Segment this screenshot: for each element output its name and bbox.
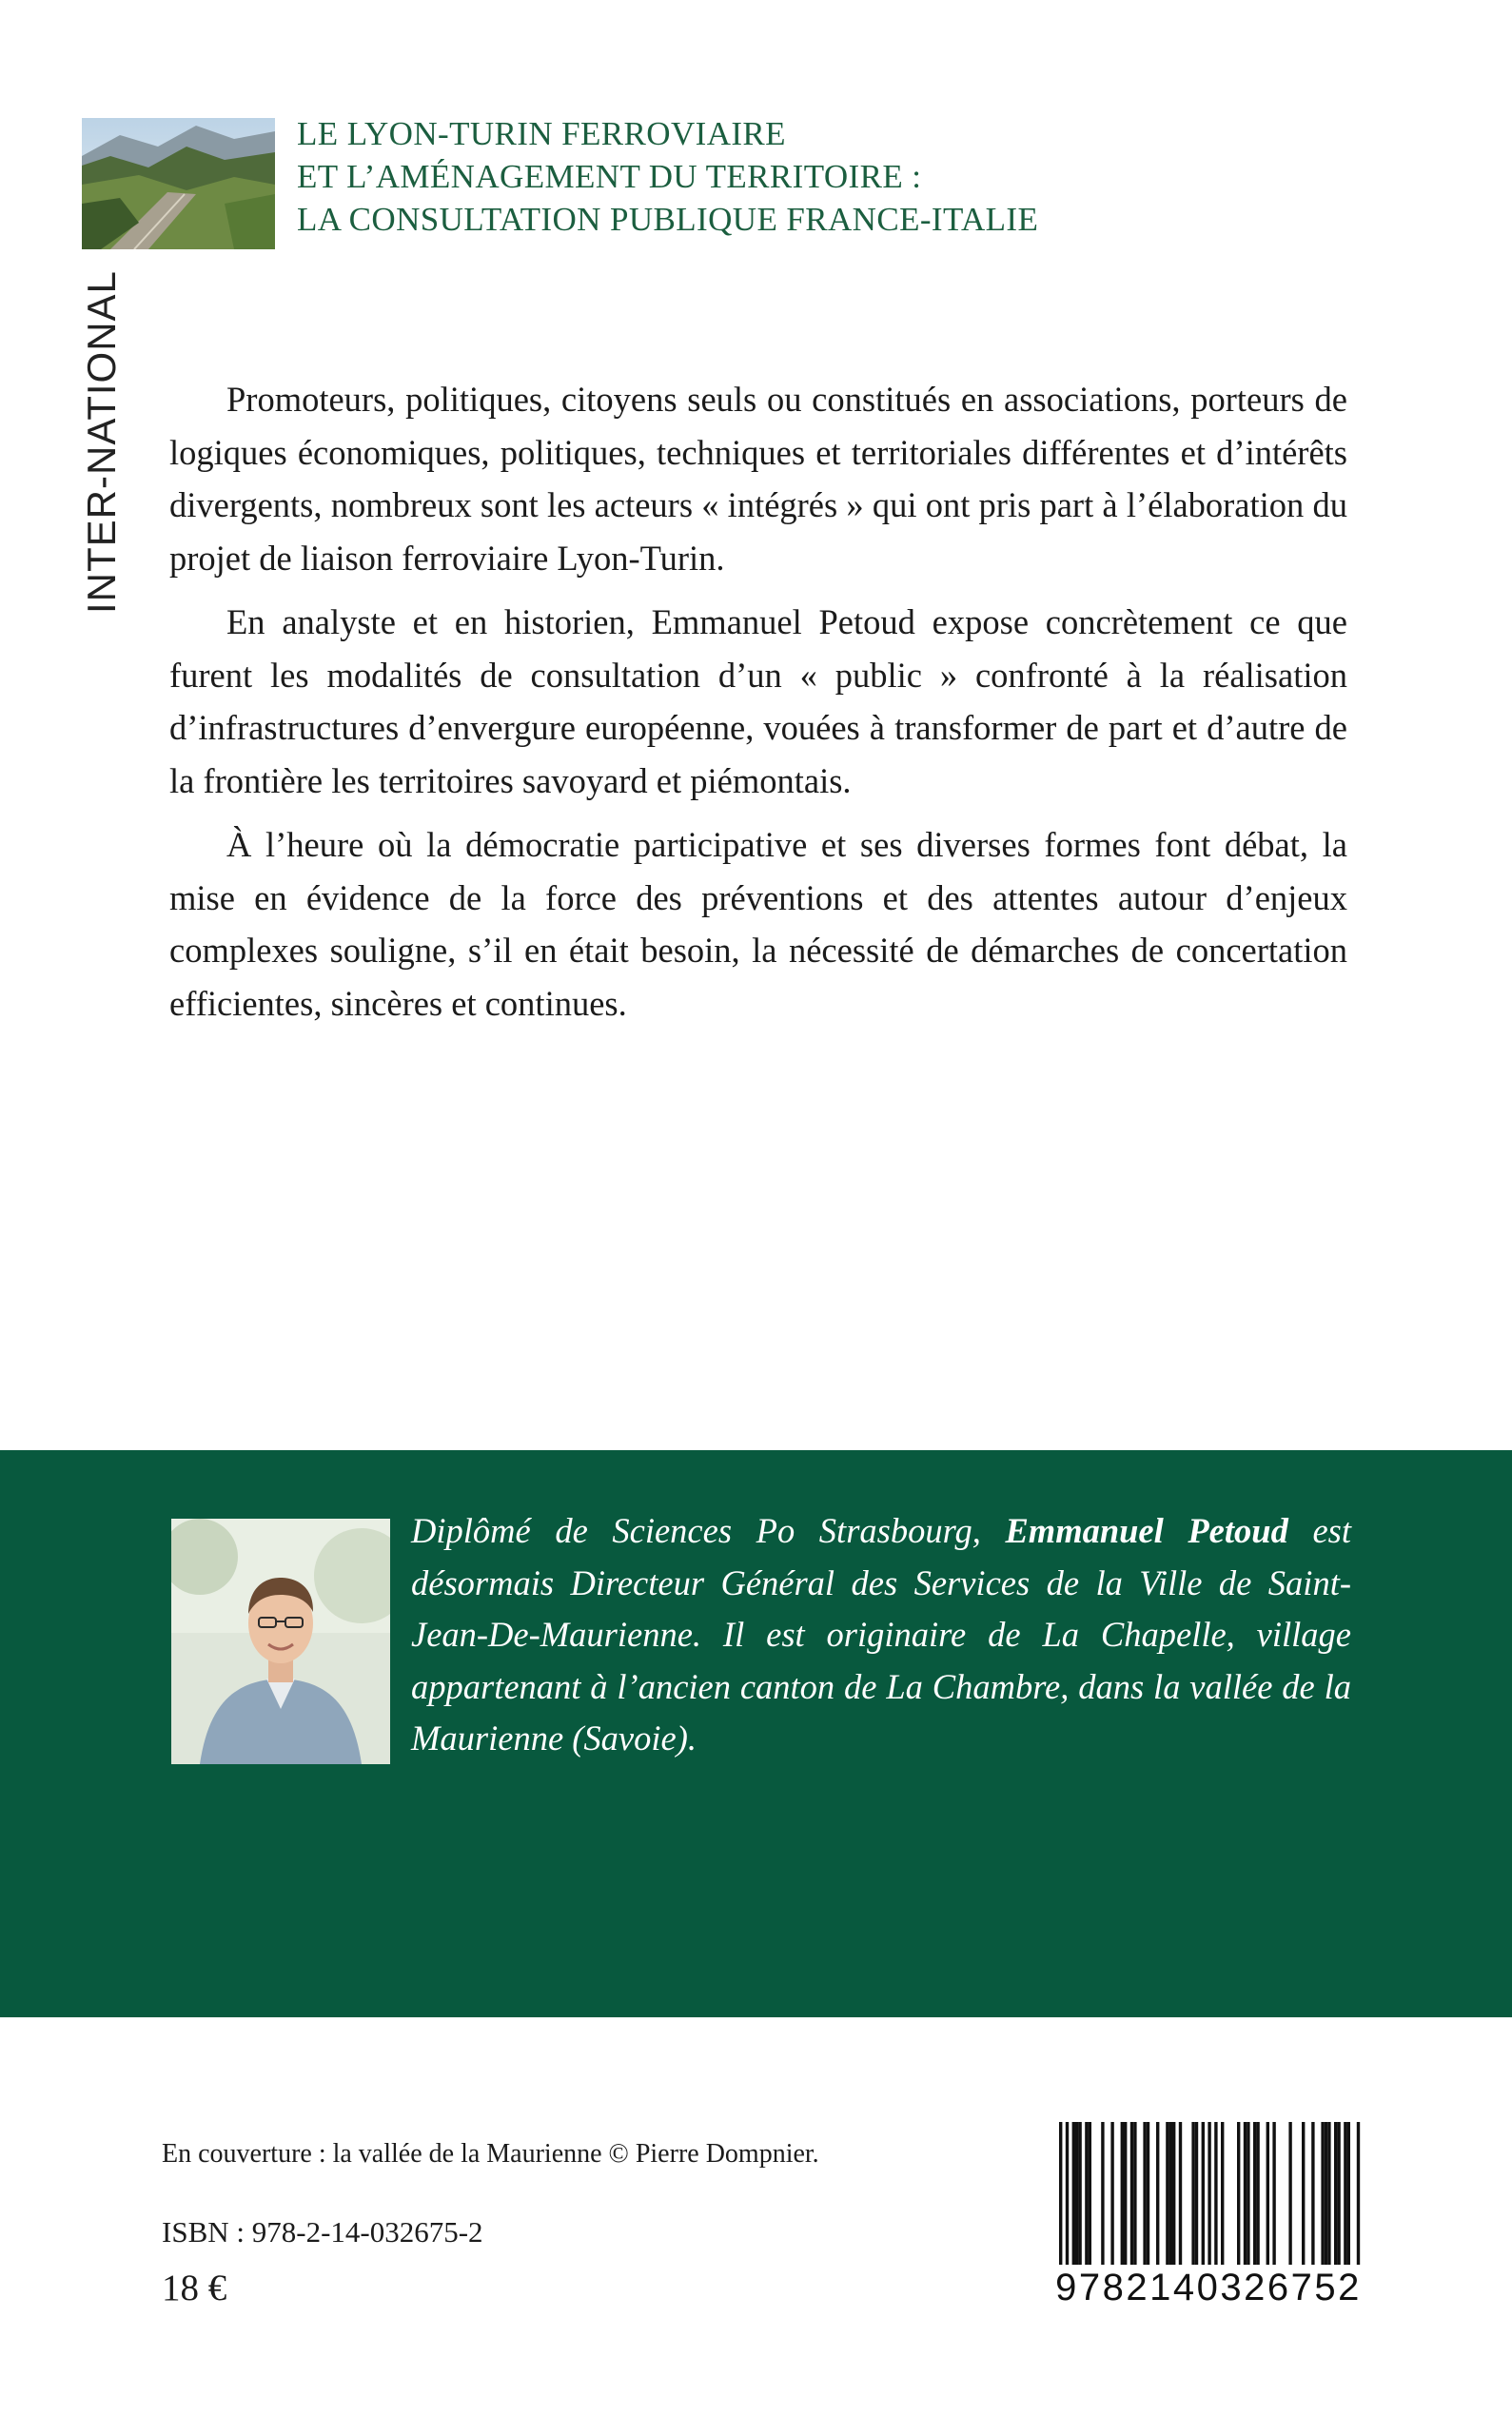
barcode-bar [1311,2122,1314,2265]
author-photo [171,1519,390,1764]
barcode-bar [1327,2122,1330,2265]
barcode-bar [1121,2122,1124,2265]
series-name: INTER-NATIONAL [79,270,124,614]
author-bio-intro: Diplômé de Sciences Po Strasbourg, [411,1511,1006,1550]
barcode-bar [1334,2122,1337,2265]
author-section [0,1450,1512,2017]
barcode-bar [1272,2122,1275,2265]
barcode-bar [1166,2122,1168,2265]
barcode-bar [1066,2122,1069,2265]
blurb-paragraph: À l’heure où la démocratie participative et ses diverses formes font débat, la mise en évidence de la force des préventions et des attentes autour d’enjeux complexes souligne, s’il en était besoin, la nécessité de démarches de concertation efficientes, sincères et continues. [169,825,1347,1023]
barcode-bar [1169,2122,1172,2265]
barcode-bar [1089,2122,1091,2265]
barcode-bar [1195,2122,1198,2265]
blurb-paragraph: En analyste et en historien, Emmanuel Petoud expose concrètement ce que furent les modalités de consultation d’un « public » confronté à la réalisation d’infrastructures d’envergure européenne, vouées à transformer de part et d’autre de la frontière les territoires savoyard et piémontais. [169,602,1347,800]
title-line: LA CONSULTATION PUBLIQUE FRANCE-ITALIE [297,201,1039,238]
cover-credit: En couverture : la vallée de la Maurienne © Pierre Dompnier. [162,2139,819,2169]
barcode-bar [1344,2122,1346,2265]
barcode-bars [1054,2122,1363,2274]
barcode-bar [1078,2122,1081,2265]
barcode-bar [1130,2122,1133,2265]
barcode-bar [1253,2122,1256,2265]
barcode-bar [1143,2122,1146,2265]
barcode-bar [1267,2122,1269,2265]
title-line: ET L’AMÉNAGEMENT DU TERRITOIRE : [297,158,922,195]
barcode-bar [1179,2122,1182,2265]
barcode-bar [1244,2122,1247,2265]
barcode-digits: 9782140326752 [1055,2267,1362,2308]
author-bio [411,1505,1351,1765]
title-line: LE LYON-TURIN FERROVIAIRE [297,115,786,152]
barcode-bar [1237,2122,1240,2265]
barcode-bar [1059,2122,1062,2265]
barcode-bar [1221,2122,1224,2265]
barcode-bar [1110,2122,1113,2265]
barcode-bar [1133,2122,1136,2265]
barcode-bar [1191,2122,1194,2265]
barcode-bar [1347,2122,1350,2265]
barcode-bar [1302,2122,1305,2265]
barcode-bar [1321,2122,1324,2265]
barcode-bar [1337,2122,1340,2265]
cover-thumbnail-image [82,118,275,249]
blurb-paragraph: Promoteurs, politiques, citoyens seuls ou constitués en associations, porteurs de logiques économiques, politiques, techniques et territoriales différentes et d’intérêts divergents, nombreux sont les acteurs « intégrés » qui ont pris part à l’élaboration du projet de liaison ferroviaire Lyon-Turin. [169,380,1347,578]
barcode-bar [1288,2122,1291,2265]
barcode-bar [1202,2122,1205,2265]
back-cover-blurb [169,373,1347,1041]
barcode-bar [1208,2122,1210,2265]
barcode-bar [1156,2122,1159,2265]
isbn: ISBN : 978-2-14-032675-2 [162,2215,483,2249]
barcode-bar [1072,2122,1075,2265]
barcode-bar [1357,2122,1360,2265]
barcode-bar [1085,2122,1088,2265]
barcode-bar [1147,2122,1149,2265]
barcode-bar [1075,2122,1078,2265]
price: 18 € [162,2268,227,2308]
author-name: Emmanuel Petoud [1005,1511,1288,1550]
barcode-bar [1256,2122,1259,2265]
barcode-bar [1247,2122,1249,2265]
barcode-bar [1214,2122,1217,2265]
barcode-bar [1325,2122,1327,2265]
barcode [1054,2122,1363,2320]
barcode-bar [1172,2122,1175,2265]
book-title [297,112,1344,241]
barcode-bar [1124,2122,1127,2265]
barcode-bar [1101,2122,1104,2265]
author-bio-rest: est désormais Directeur Général des Services de la Ville de Saint-Jean-De-Maurienne. Il est originaire de La Chapelle, village appartenant à l’ancien canton de La Chambre, dans la vallée de la Maurienne (Savoie). [411,1511,1351,1758]
